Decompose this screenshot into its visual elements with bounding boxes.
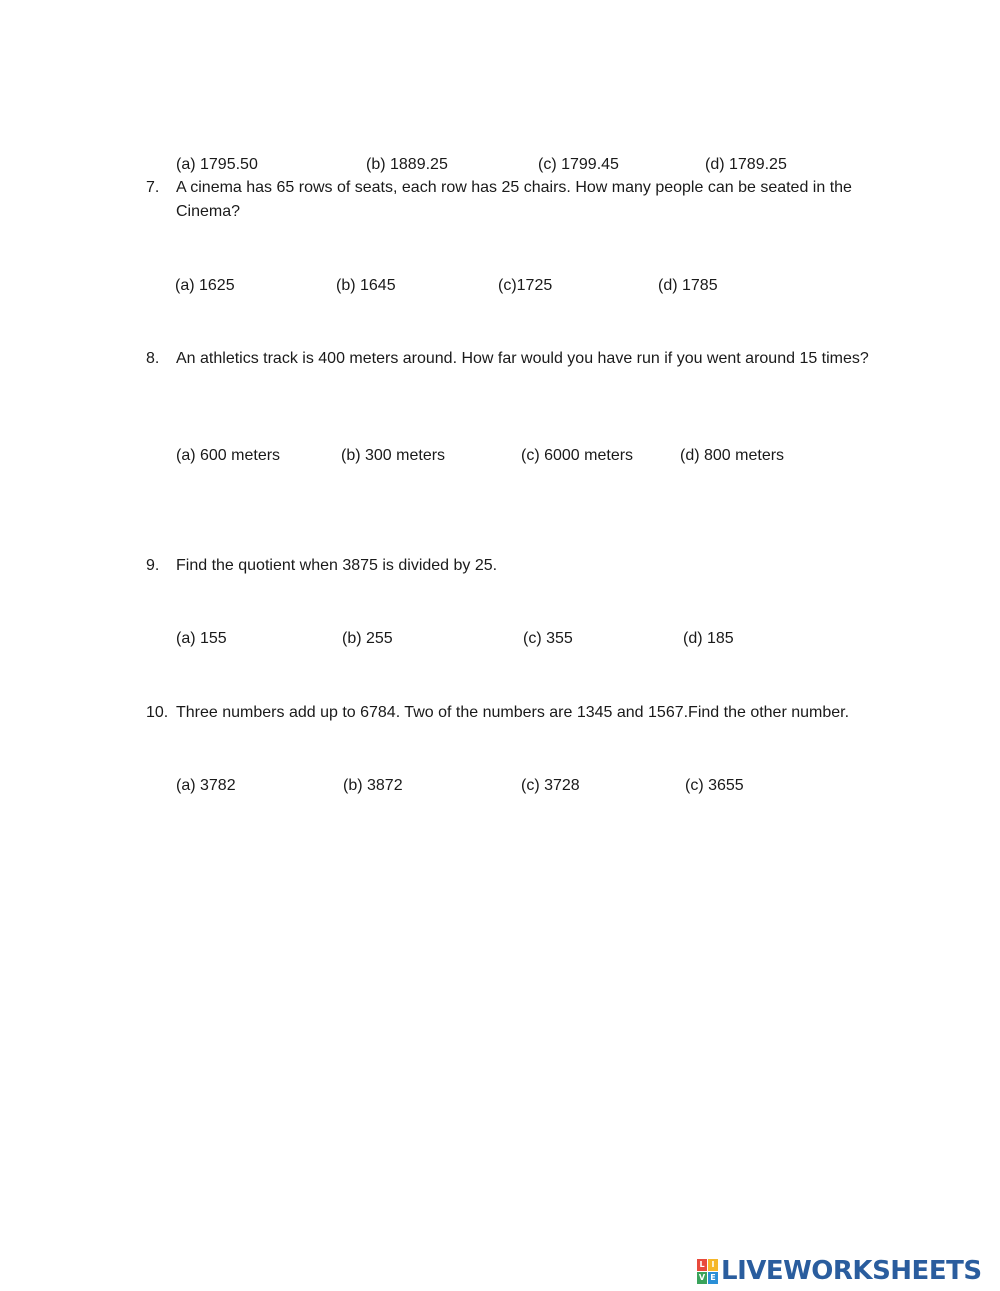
q8-option-d[interactable]: (d) 800 meters [680,447,785,464]
q6-option-c[interactable]: (c) 1799.45 [538,156,619,173]
q7-option-d[interactable]: (d) 1785 [658,277,718,294]
q10-option-b[interactable]: (b) 3872 [343,777,403,794]
logo-block-e: E [708,1272,718,1284]
q7-number: 7. [146,179,160,196]
q9-option-d[interactable]: (d) 185 [683,630,734,647]
q9-text: Find the quotient when 3875 is divided by 25. [176,557,498,574]
q7-option-b[interactable]: (b) 1645 [336,277,396,294]
q6-option-a[interactable]: (a) 1795.50 [176,156,258,173]
live-blocks-icon [697,1259,718,1284]
q8-option-a[interactable]: (a) 600 meters [176,447,281,464]
q7-text: A cinema has 65 rows of seats, each row has 25 chairs. How many people can be seated in the Cinema? [176,179,852,220]
q10-option-a[interactable]: (a) 3782 [176,777,236,794]
q9-option-b[interactable]: (b) 255 [342,630,393,647]
logo-wordmark: LIVEWORKSHEETS [721,1256,982,1286]
q7-option-c[interactable]: (c)1725 [498,277,553,294]
logo-block-i: I [708,1259,718,1271]
q10-option-c[interactable]: (c) 3728 [521,777,580,794]
q10-number: 10. [146,704,169,721]
q9-option-c[interactable]: (c) 355 [523,630,573,647]
q8-option-c[interactable]: (c) 6000 meters [521,447,634,464]
q10-option-d[interactable]: (c) 3655 [685,777,744,794]
q9-number: 9. [146,557,160,574]
logo-block-l: L [697,1259,707,1271]
q6-option-b[interactable]: (b) 1889.25 [366,156,448,173]
q8-number: 8. [146,350,160,367]
q8-text: An athletics track is 400 meters around. How far would you have run if you went around 15 times? [176,350,869,367]
q10-text: Three numbers add up to 6784. Two of the numbers are 1345 and 1567.Find the other number. [176,704,850,721]
q7-option-a[interactable]: (a) 1625 [175,277,235,294]
logo-block-v: V [698,1272,706,1282]
liveworksheets-logo [697,1257,982,1285]
q6-option-d[interactable]: (d) 1789.25 [705,156,787,173]
q8-option-b[interactable]: (b) 300 meters [341,447,446,464]
q9-option-a[interactable]: (a) 155 [176,630,227,647]
